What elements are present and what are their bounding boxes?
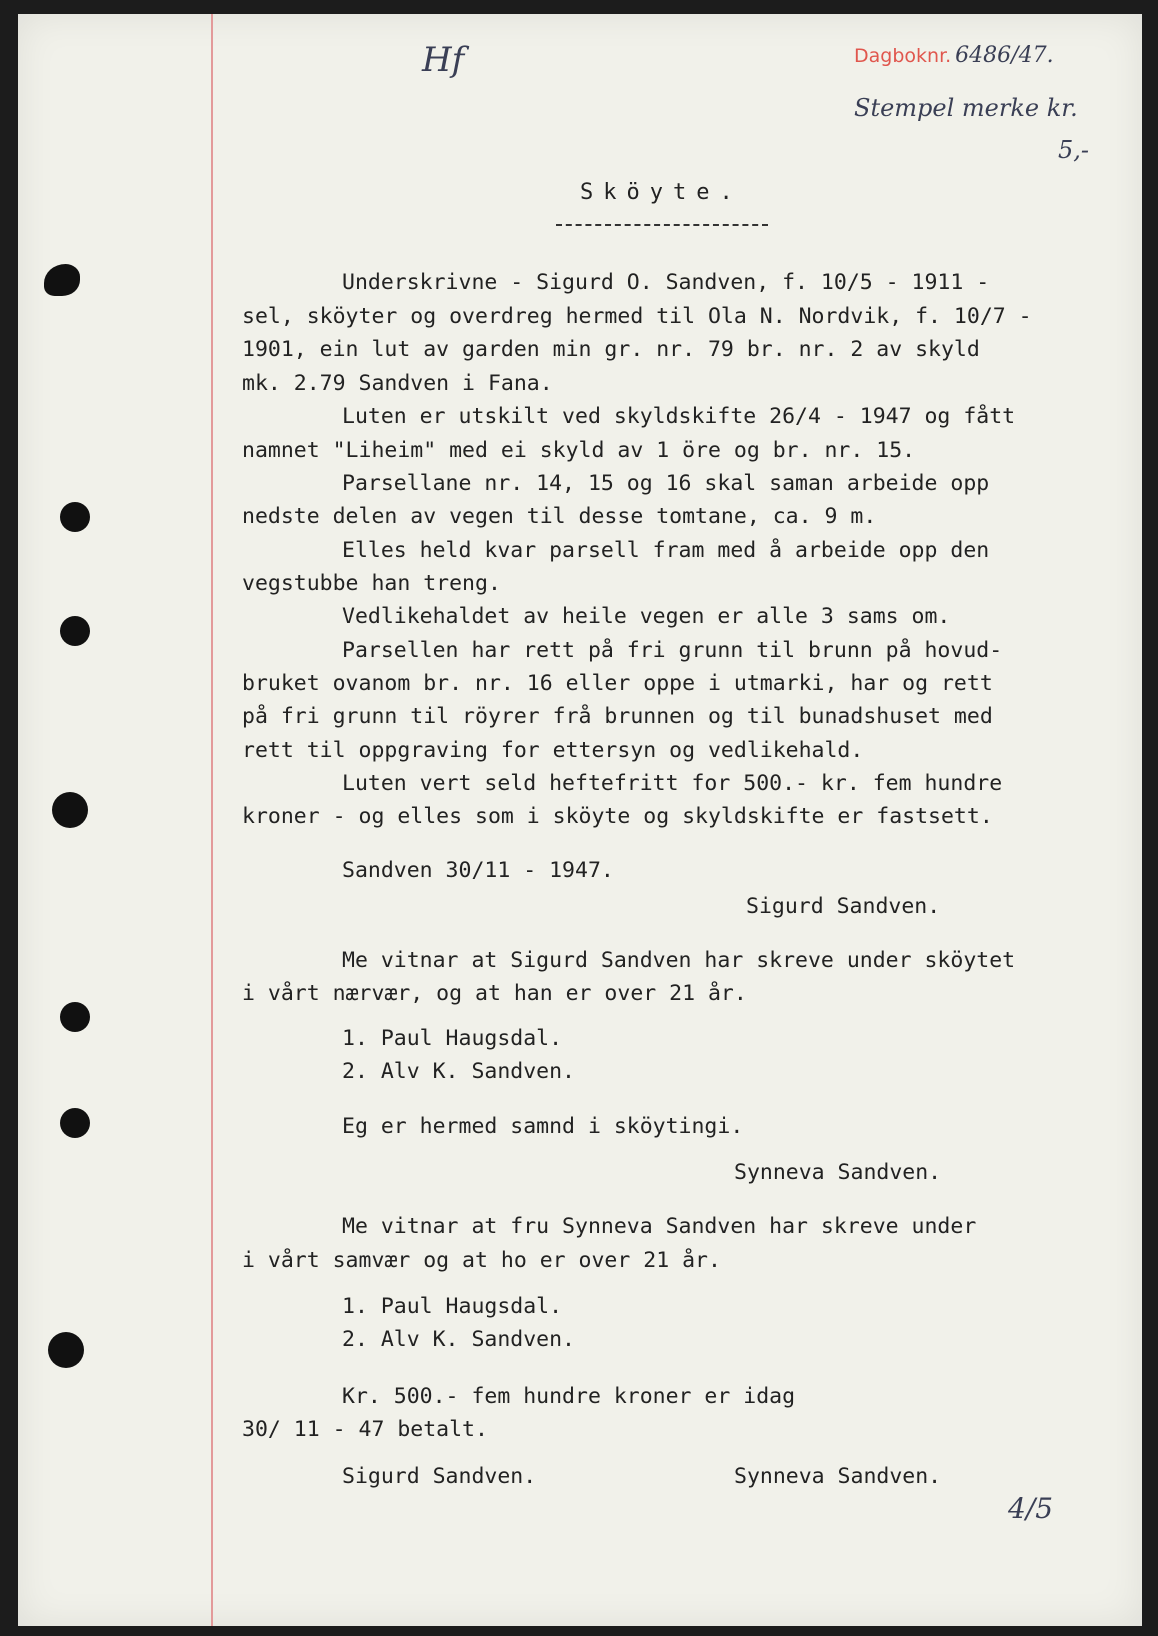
- text-line: Luten er utskilt ved skyldskifte 26/4 - 1947 og fått: [342, 404, 1016, 429]
- text-line: vegstubbe han treng.: [242, 571, 501, 596]
- text-line: kroner - og elles som i sköyte og skyldskifte er fastsett.: [242, 804, 993, 829]
- text-line: Underskrivne - Sigurd O. Sandven, f. 10/5 - 1911 -: [342, 270, 990, 295]
- text-line: Eg er hermed samnd i sköytingi.: [342, 1114, 744, 1139]
- handwritten-end-initials: 4/5: [1008, 1492, 1054, 1525]
- place-date: Sandven 30/11 - 1947.: [342, 858, 614, 883]
- signature-spouse: Synneva Sandven.: [734, 1160, 942, 1185]
- text-line: Me vitnar at Sigurd Sandven har skreve under sköytet: [342, 948, 1016, 973]
- text-line: bruket ovanom br. nr. 16 eller oppe i utmarki, har og rett: [242, 671, 993, 696]
- text-line: Vedlikehaldet av heile vegen er alle 3 sams om.: [342, 604, 951, 629]
- witness-2: 2. Alv K. Sandven.: [342, 1059, 575, 1084]
- text-line: 1901, ein lut av garden min gr. nr. 79 br. nr. 2 av skyld: [242, 337, 980, 362]
- text-line: i vårt nærvær, og at han er over 21 år.: [242, 981, 747, 1006]
- stamp-label: Dagboknr.: [854, 45, 952, 67]
- signature-seller: Sigurd Sandven.: [342, 1464, 537, 1489]
- handwritten-fee: 5,-: [1058, 136, 1090, 164]
- document-title: Sköyte.: [580, 180, 743, 205]
- text-line: Parsellen har rett på fri grunn til brunn på hovud-: [342, 638, 1003, 663]
- signature-seller: Sigurd Sandven.: [746, 894, 941, 919]
- text-line: namnet "Liheim" med ei skyld av 1 öre og br. nr. 15.: [242, 438, 916, 463]
- text-line: Luten vert seld heftefritt for 500.- kr. fem hundre: [342, 771, 1003, 796]
- text-line: i vårt samvær og at ho er over 21 år.: [242, 1248, 721, 1273]
- witness-1: 1. Paul Haugsdal.: [342, 1294, 563, 1319]
- binder-hole: [60, 616, 90, 646]
- binder-hole: [60, 502, 90, 532]
- text-line: nedste delen av vegen til desse tomtane, ca. 9 m.: [242, 504, 877, 529]
- witness-1: 1. Paul Haugsdal.: [342, 1026, 563, 1051]
- binder-hole: [44, 264, 80, 296]
- handwritten-margin-note: Stempel merke kr.: [854, 94, 1078, 122]
- witness-2: 2. Alv K. Sandven.: [342, 1327, 575, 1352]
- binder-hole: [52, 792, 88, 828]
- document-page: [18, 14, 1142, 1626]
- dagbok-stamp: [854, 43, 1054, 68]
- text-line: rett til oppgraving for ettersyn og vedlikehald.: [242, 738, 864, 763]
- margin-rule: [211, 14, 213, 1626]
- text-line: sel, sköyter og overdreg hermed til Ola N. Nordvik, f. 10/7 -: [242, 304, 1032, 329]
- text-line: Kr. 500.- fem hundre kroner er idag: [342, 1384, 796, 1409]
- handwritten-initials: Hf: [422, 40, 465, 80]
- stamp-number: 6486/47.: [955, 43, 1054, 68]
- text-line: Me vitnar at fru Synneva Sandven har skreve under: [342, 1214, 977, 1239]
- text-line: Parsellane nr. 14, 15 og 16 skal saman arbeide opp: [342, 471, 990, 496]
- title-underline: [556, 224, 768, 226]
- signature-spouse: Synneva Sandven.: [734, 1464, 942, 1489]
- binder-hole: [48, 1332, 84, 1368]
- binder-hole: [60, 1002, 90, 1032]
- text-line: mk. 2.79 Sandven i Fana.: [242, 371, 553, 396]
- text-line: Elles held kvar parsell fram med å arbeide opp den: [342, 538, 990, 563]
- text-line: 30/ 11 - 47 betalt.: [242, 1417, 488, 1442]
- text-line: på fri grunn til röyrer frå brunnen og til bunadshuset med: [242, 704, 993, 729]
- binder-hole: [60, 1108, 90, 1138]
